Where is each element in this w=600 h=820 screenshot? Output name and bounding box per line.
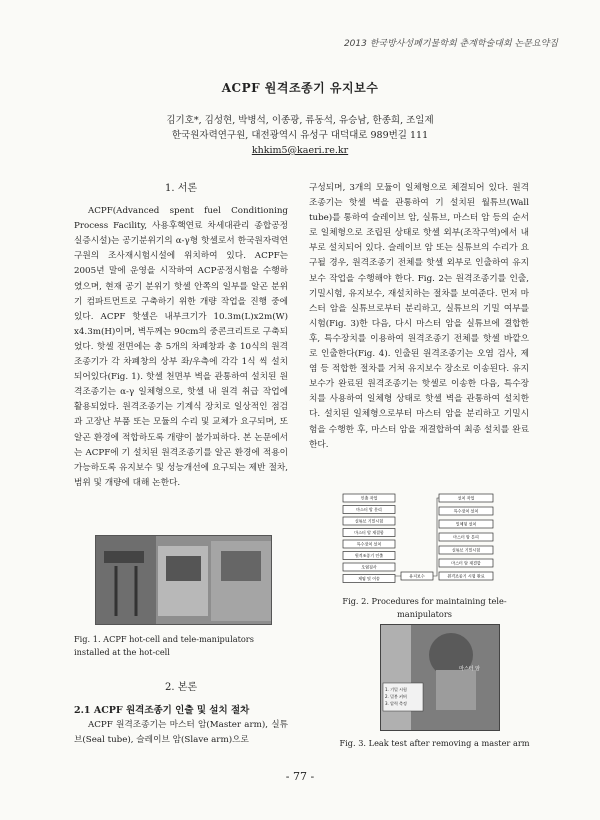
author-names: 김기호*, 김성현, 박병석, 이종광, 류동석, 유승남, 한종희, 조일제 — [166, 115, 434, 126]
flow-connector — [395, 498, 439, 576]
section-heading-intro: 1. 서론 — [164, 183, 198, 194]
body-paragraph-start: ACPF 원격조종기는 마스터 암(Master arm), 실튜브(Seal tube), 슬레이브 암(Slave arm)으로 — [74, 720, 288, 746]
flow-left-4-label: 특수장치 설치 — [356, 541, 382, 547]
left-column-bottom — [74, 680, 288, 748]
flow-middle-label: 유지보수 — [409, 573, 425, 579]
fig2-caption: Fig. 2. Procedures for maintaining tele-manipulators — [342, 596, 507, 619]
author-email[interactable]: khkim5@kaeri.re.kr — [251, 145, 349, 156]
flow-right-6-label: 원격조종기 시험 완료 — [447, 573, 485, 579]
fig3-label-1: 1. 기밀 시험 — [385, 687, 407, 692]
hotcell-photo-image — [96, 536, 271, 624]
flow-left-5-label: 원격조종기 인출 — [354, 553, 384, 558]
flow-left-2-label: 실튜브 기밀시험 — [354, 518, 384, 524]
flow-right-2-label: 일체형 설치 — [455, 521, 477, 527]
flow-left-6-label: 오염검사 — [361, 564, 377, 570]
flow-right-1-label: 특수장치 설치 — [453, 508, 479, 514]
fig1-photo — [95, 535, 272, 625]
right-column-text: 구성되며, 3개의 모듈이 일체형으로 체결되어 있다. 원격조종기는 핫셀 벽을 관통하여 기 설치된 월튜브(Wall tube)를 통하여 슬레이브 암, 실튜브, 마스터 암 등의 순서로 일체형으로 조립된 상태로 핫셀 외부(조작구역)에서 내부로 설치되어 있다. 슬레이브 암 또는 실튜브의 수리가 요구될 경우, 원격조종기 전체를 핫셀 외부로 인출하여 유지보수 작업을 수행해야 한다. Fig. 2는 원격조종기를 인출, 기밀시험, 유지보수, 재설치하는 절차를 보여준다. 먼저 마스터 암을 실튜브로부터 분리하고, 실튜브의 기밀 여부를 시험(Fig. 3)한 다음, 다시 마스터 암을 실튜브에 결합한 후, 특수장치를 이용하여 원격조종기 전체를 핫셀 바깥으로 인출한다(Fig. 4). 인출된 원격조종기는 오염 검사, 제염 등 적합한 절차를 거쳐 유지보수 장소로 이송된다. 유지보수가 완료된 원격조종기는 핫셀로 이송한 다음, 특수장치를 사용하여 일체형 상태로 핫셀 벽을 관통하여 설치한다. 설치된 일체형으로부터 마스터 암을 분리하고 기밀시험을 수행한 후, 마스터 암을 재결합하여 최종 설치를 완료한다. — [309, 183, 529, 450]
paper-title: ACPF 원격조종기 유지보수 — [221, 81, 379, 95]
fig1-caption: Fig. 1. ACPF hot-cell and tele-manipulators installed at the hot-cell — [74, 634, 254, 657]
conference-header: 2013 한국방사성폐기물학회 춘계학술대회 논문요약집 — [343, 39, 558, 49]
flow-left-3-label: 마스터 암 재결합 — [354, 530, 384, 535]
author-affiliation: 한국원자력연구원, 대전광역시 유성구 대덕대로 989번길 111 — [171, 130, 429, 141]
flow-right-3-label: 마스터 암 분리 — [453, 534, 479, 540]
section-heading-body: 2. 본론 — [164, 682, 198, 693]
fig2-flowchart — [339, 492, 499, 590]
leak-test-image — [381, 625, 499, 730]
flow-right-4-label: 실튜브 기밀시험 — [451, 547, 481, 553]
fig3-photo — [380, 624, 500, 731]
intro-paragraph: ACPF(Advanced spent fuel Conditioning Process Facility, 사용후핵연료 차세대관리 종합공정 실증시설)는 공기분위기의 α-γ형 핫셀로서 한국원자력연구원의 조사재시험시설에 위치하여 있다. ACPF는 2005년 말에 운영을 시작하여 ACP공정시험을 수행하였으며, 현재 공기 분위기 핫셀 안쪽의 일부를 알곤 분위기 컴파트먼트로 구축하기 위한 개량 작업을 진행 중에 있다. ACPF 핫셀은 내부크기가 10.3m(L)x2m(W) x4.3m(H)이며, 벽두께는 90cm의 중콘크리트로 구축되었다. 핫셀 전면에는 총 5개의 차폐창과 총 10식의 원격조종기가 각 차폐창의 상부 좌/우측에 각각 1식 씩 설치되어있다(Fig. 1). 핫셀 천면부 벽을 관통하여 설치된 원격조종기는 α-γ 일체형으로, 핫셀 내 원격 취급 작업에 활용되었다. 원격조종기는 기계식 장치로 일상적인 점검과 고장난 부품 또는 모듈의 수리 및 교체가 요구되며, 또 알곤 환경에 적합하도록 개량이 불가피하다. 본 논문에서는 ACPF에 기 설치된 원격조종기를 알곤 환경에 적용이 가능하도록 유지보수 및 성능개선에 요구되는 제반 절차, 범위 및 개량에 대해 논한다. — [74, 206, 288, 488]
flow-left-7-label: 제염 및 이송 — [358, 576, 380, 581]
left-column-top — [74, 181, 288, 491]
flow-right-5-label: 마스터 암 재결합 — [451, 560, 481, 566]
flow-left-1-label: 마스터 암 분리 — [356, 507, 382, 512]
fig3-label-3: 3. 압력 측정 — [385, 701, 407, 706]
flowchart-svg — [339, 492, 499, 590]
author-block — [0, 113, 600, 158]
fig3-label-2: 2. 밀봉 커버 — [385, 694, 407, 699]
subsection-heading: 2.1 ACPF 원격조종기 인출 및 설치 절차 — [74, 705, 250, 717]
flow-left-0-label: 인출 작업 — [360, 495, 378, 501]
flow-right-0-label: 설치 작업 — [457, 495, 475, 501]
fig3-label-0: 마스터 암 — [459, 666, 480, 672]
page-number: - 77 - — [285, 770, 315, 783]
fig3-caption: Fig. 3. Leak test after removing a master arm — [339, 738, 530, 748]
